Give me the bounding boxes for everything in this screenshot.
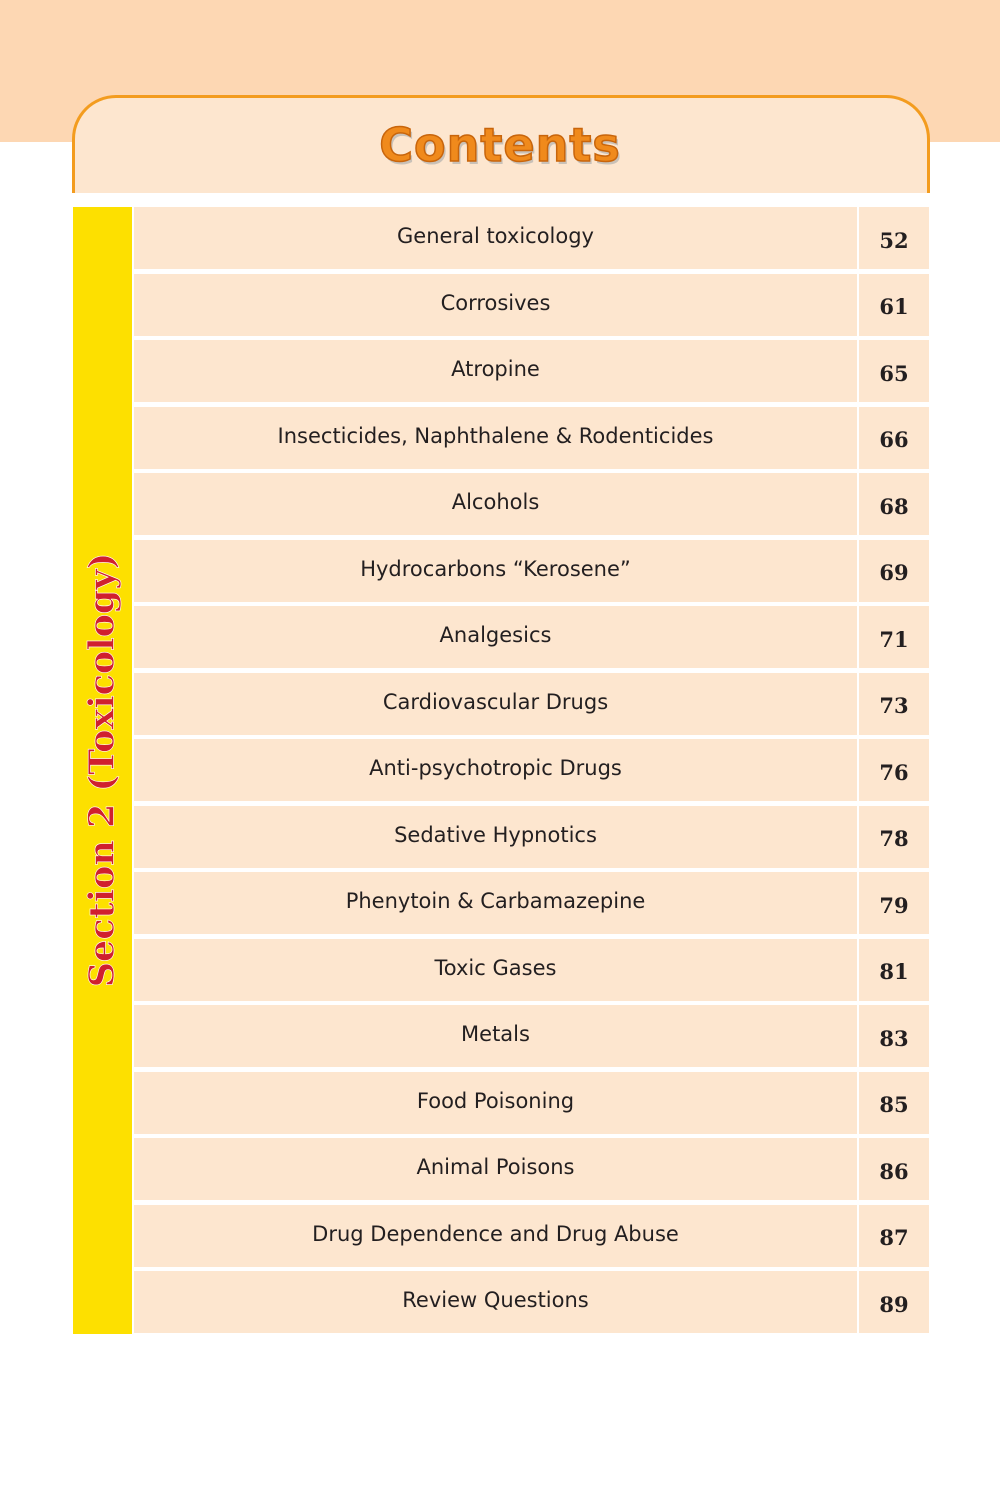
page-number: 68 — [859, 473, 929, 535]
chapter-title[interactable]: Analgesics — [134, 606, 857, 668]
contents-row[interactable] — [134, 939, 929, 1001]
chapter-title[interactable]: Review Questions — [134, 1271, 857, 1333]
page-number: 71 — [859, 606, 929, 668]
page-title: Contents — [379, 118, 621, 172]
chapter-title[interactable]: Food Poisoning — [134, 1072, 857, 1134]
page-number: 81 — [859, 939, 929, 1001]
contents-row[interactable] — [134, 1271, 929, 1333]
chapter-title[interactable]: Phenytoin & Carbamazepine — [134, 872, 857, 934]
page-number: 85 — [859, 1072, 929, 1134]
page-number: 65 — [859, 340, 929, 402]
page-number: 79 — [859, 872, 929, 934]
chapter-title[interactable]: Insecticides, Naphthalene & Rodenticides — [134, 407, 857, 469]
contents-row[interactable] — [134, 274, 929, 336]
contents-row[interactable] — [134, 1205, 929, 1267]
chapter-title[interactable]: Drug Dependence and Drug Abuse — [134, 1205, 857, 1267]
contents-row[interactable] — [134, 207, 929, 269]
page-number: 52 — [859, 207, 929, 269]
chapter-title[interactable]: Metals — [134, 1005, 857, 1067]
chapter-title[interactable]: Alcohols — [134, 473, 857, 535]
chapter-title[interactable]: Hydrocarbons “Kerosene” — [134, 540, 857, 602]
contents-row[interactable] — [134, 1072, 929, 1134]
page-number: 89 — [859, 1271, 929, 1333]
page-number: 61 — [859, 274, 929, 336]
page-number: 69 — [859, 540, 929, 602]
page-number: 66 — [859, 407, 929, 469]
page-number: 83 — [859, 1005, 929, 1067]
chapter-title[interactable]: Cardiovascular Drugs — [134, 673, 857, 735]
page-number: 86 — [859, 1138, 929, 1200]
contents-row[interactable] — [134, 739, 929, 801]
chapter-title[interactable]: General toxicology — [134, 207, 857, 269]
contents-row[interactable] — [134, 540, 929, 602]
contents-row[interactable] — [134, 606, 929, 668]
page-number: 73 — [859, 673, 929, 735]
contents-list — [134, 207, 929, 1333]
contents-row[interactable] — [134, 872, 929, 934]
page-number: 78 — [859, 806, 929, 868]
chapter-title[interactable]: Sedative Hypnotics — [134, 806, 857, 868]
contents-row[interactable] — [134, 473, 929, 535]
contents-row[interactable] — [134, 673, 929, 735]
contents-row[interactable] — [134, 806, 929, 868]
contents-row[interactable] — [134, 407, 929, 469]
chapter-title[interactable]: Animal Poisons — [134, 1138, 857, 1200]
chapter-title[interactable]: Anti-psychotropic Drugs — [134, 739, 857, 801]
contents-row[interactable] — [134, 1005, 929, 1067]
page-number: 76 — [859, 739, 929, 801]
contents-row[interactable] — [134, 1138, 929, 1200]
page-number: 87 — [859, 1205, 929, 1267]
section-label: Section 2 (Toxicology) — [81, 552, 123, 988]
chapter-title[interactable]: Atropine — [134, 340, 857, 402]
chapter-title[interactable]: Corrosives — [134, 274, 857, 336]
chapter-title[interactable]: Toxic Gases — [134, 939, 857, 1001]
contents-row[interactable] — [134, 340, 929, 402]
